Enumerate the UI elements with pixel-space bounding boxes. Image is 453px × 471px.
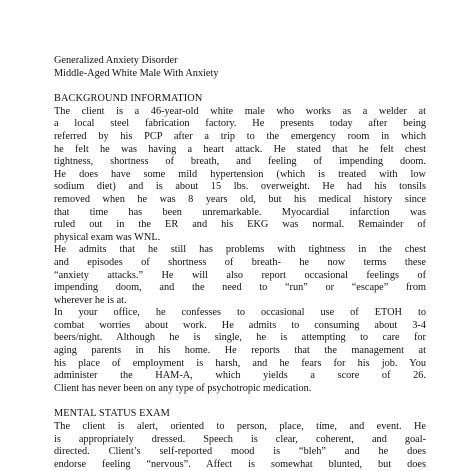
document-subtitle: Middle-Aged White Male With Anxiety <box>54 67 219 79</box>
text-line: referred by his PCP after a trip to the emergency room in which <box>54 130 426 142</box>
text-line: He does have some mild hypertension (which is treated with low <box>54 168 426 180</box>
text-line: administer the HAM-A, which yields a score of 26. <box>54 370 426 382</box>
section-body <box>54 106 426 396</box>
text-line: ruled out in the ER and his EKG was normal. Remainder of <box>54 219 426 231</box>
text-line: that time has been unremarkable. Myocardial infarction was <box>54 206 426 218</box>
text-line: physical exam was WNL. <box>54 231 161 243</box>
section-mental-status-exam <box>54 408 426 471</box>
text-line: he felt he was having a heart attack. He stated that he felt chest <box>54 143 426 155</box>
text-line: tightness, shortness of breath, and feeling of impending doom. <box>54 156 426 168</box>
text-line: aging parents in his home. He reports that the management at <box>54 345 426 357</box>
text-line: sodium diet) and is about 15 lbs. overweight. He had his tonsils <box>54 181 426 193</box>
text-line: a local steel fabrication factory. He presents today after being <box>54 118 426 130</box>
text-line: and episodes of shortness of breath- he now terms these <box>54 256 426 268</box>
section-heading: BACKGROUND INFORMATION <box>54 93 203 105</box>
text-line: is appropriately dressed. Speech is clear, coherent, and goal- <box>54 433 426 445</box>
text-line: Client has never been on any type of psychotropic medication. <box>54 382 312 394</box>
document-page <box>54 55 426 471</box>
section-heading: MENTAL STATUS EXAM <box>54 408 170 420</box>
text-line: In your office, he confesses to occasional use of ETOH to <box>54 307 426 319</box>
text-line: beers/night. Although he is single, he is attempting to care for <box>54 332 426 344</box>
document-title: Generalized Anxiety Disorder <box>54 55 178 66</box>
text-line: removed when he was 8 years old, but his medical history since <box>54 193 426 205</box>
text-line: directed. Client’s self-reported mood is “bleh” and he does <box>54 446 426 458</box>
section-body <box>54 421 426 471</box>
text-line: impending doom, and the need to “run” or “escape” from <box>54 282 426 294</box>
section-background-information <box>54 93 426 395</box>
spacer <box>54 80 426 93</box>
text-line: wherever he is at. <box>54 294 127 306</box>
text-line: He admits that he still has problems with tightness in the chest <box>54 244 426 256</box>
text-line: The client is a 46-year-old white male who works as a welder at <box>54 105 426 117</box>
text-line: The client is alert, oriented to person, place, time, and event. He <box>54 421 426 433</box>
spacer <box>54 395 426 408</box>
text-line: “anxiety attacks.” He will also report occasional feelings of <box>54 269 426 281</box>
text-line: combat worries about work. He admits to consuming about 3-4 <box>54 319 426 331</box>
text-line: endorse feeling “nervous”. Affect is somewhat blunted, but does <box>54 458 426 470</box>
text-line: his place of employment is harsh, and he fears for his job. You <box>54 357 426 369</box>
